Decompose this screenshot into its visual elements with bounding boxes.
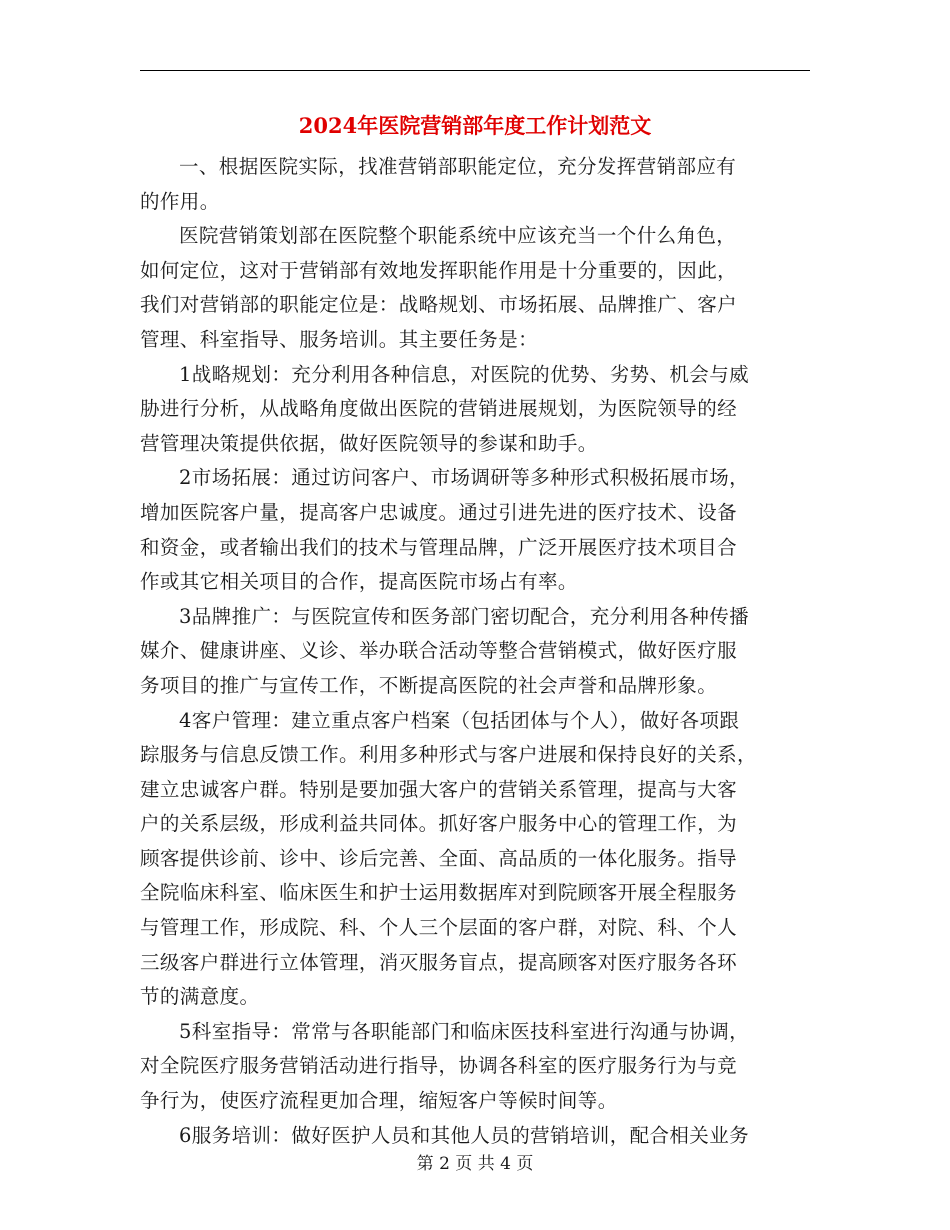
paragraph-line: 作或其它相关项目的合作，提高医院市场占有率。 — [140, 570, 578, 594]
paragraph-line: 3品牌推广：与医院宣传和医务部门密切配合，充分利用各种传播 — [179, 604, 750, 628]
paragraph-line: 我们对营销部的职能定位是：战略规划、市场拓展、品牌推广、客户 — [140, 293, 738, 317]
paragraph-line: 踪服务与信息反馈工作。利用多种形式与客户进展和保持良好的关系， — [140, 743, 757, 767]
paragraph — [140, 1119, 810, 1154]
paragraph-line: 和资金，或者输出我们的技术与管理品牌，广泛开展医疗技术项目合 — [140, 535, 738, 559]
paragraph-line: 6服务培训：做好医护人员和其他人员的营销培训，配合相关业务 — [179, 1123, 750, 1147]
paragraph-line: 与管理工作，形成院、科、个人三个层面的客户群，对院、科、个人 — [140, 916, 738, 940]
page-number: 第 2 页 共 4 页 — [416, 1154, 534, 1174]
paragraph-line: 三级客户群进行立体管理，消灭服务盲点，提高顾客对医疗服务各环 — [140, 950, 738, 974]
paragraph — [140, 704, 810, 1015]
document-title: 2024年医院营销部年度工作计划范文 — [298, 113, 652, 138]
paragraph — [140, 600, 810, 704]
paragraph-line: 户的关系层级，形成利益共同体。抓好客户服务中心的管理工作，为 — [140, 812, 738, 836]
paragraph-line: 媒介、健康讲座、义诊、举办联合活动等整合营销模式，做好医疗服 — [140, 639, 738, 663]
paragraph-line: 顾客提供诊前、诊中、诊后完善、全面、高品质的一体化服务。指导 — [140, 846, 738, 870]
paragraph-line: 的作用。 — [140, 189, 220, 213]
paragraph — [140, 219, 810, 357]
paragraph-line: 4客户管理：建立重点客户档案（包括团体与个人），做好各项跟 — [179, 708, 740, 732]
paragraph-line: 建立忠诚客户群。特别是要加强大客户的营销关系管理，提高与大客 — [140, 777, 738, 801]
paragraph-line: 管理、科室指导、服务培训。其主要任务是： — [140, 327, 539, 351]
paragraph-line: 营管理决策提供依据，做好医院领导的参谋和助手。 — [140, 431, 598, 455]
paragraph-line: 争行为，使医疗流程更加合理，缩短客户等候时间等。 — [140, 1089, 618, 1113]
paragraph-line: 节的满意度。 — [140, 985, 260, 1009]
paragraph — [140, 358, 810, 462]
paragraph-line: 务项目的推广与宣传工作，不断提高医院的社会声誉和品牌形象。 — [140, 673, 718, 697]
paragraph-line: 对全院医疗服务营销活动进行指导，协调各科室的医疗服务行为与竞 — [140, 1054, 738, 1078]
paragraph-line: 全院临床科室、临床医生和护士运用数据库对到院顾客开展全程服务 — [140, 881, 738, 905]
paragraph — [140, 150, 810, 219]
header-rule — [140, 70, 810, 71]
paragraph-line: 胁进行分析，从战略角度做出医院的营销进展规划，为医院领导的经 — [140, 397, 738, 421]
paragraph — [140, 1015, 810, 1119]
paragraph-line: 2市场拓展：通过访问客户、市场调研等多种形式积极拓展市场， — [179, 466, 750, 490]
paragraph-line: 一、根据医院实际，找准营销部职能定位，充分发挥营销部应有 — [179, 155, 737, 178]
paragraph-line: 医院营销策划部在医院整个职能系统中应该充当一个什么角色， — [179, 224, 737, 248]
paragraph-line: 如何定位，这对于营销部有效地发挥职能作用是十分重要的，因此， — [140, 258, 738, 282]
paragraph-line: 增加医院客户量，提高客户忠诚度。通过引进先进的医疗技术、设备 — [140, 500, 738, 524]
paragraph-line: 1战略规划：充分利用各种信息，对医院的优势、劣势、机会与威 — [179, 362, 750, 386]
paragraph-line: 5科室指导：常常与各职能部门和临床医技科室进行沟通与协调， — [179, 1019, 750, 1043]
document-body — [140, 150, 810, 1153]
paragraph — [140, 461, 810, 599]
